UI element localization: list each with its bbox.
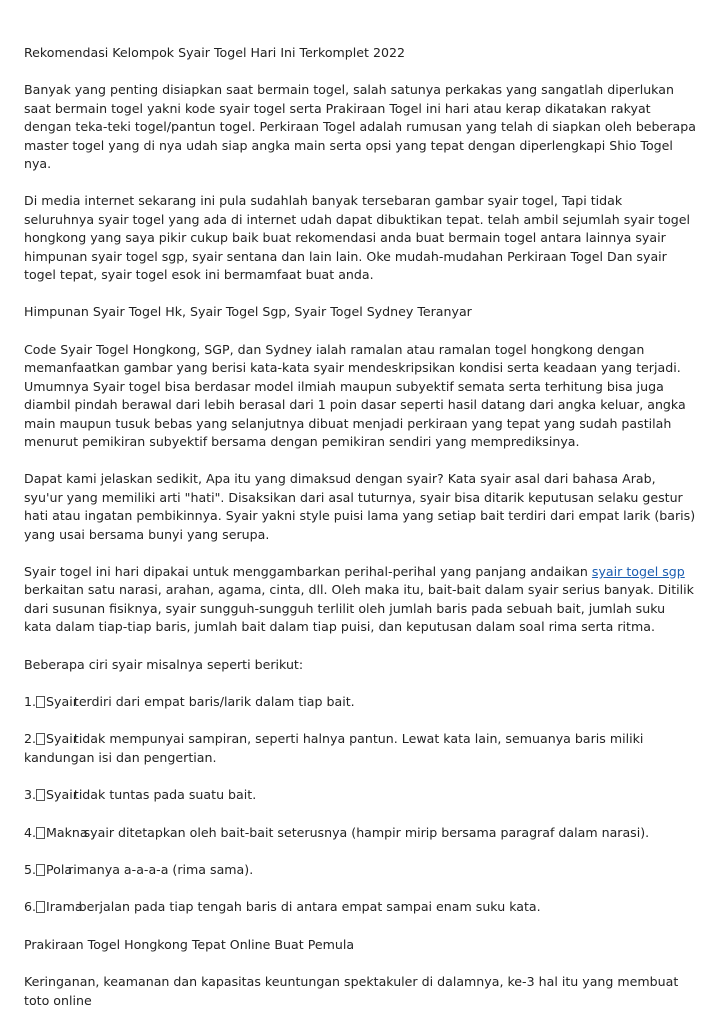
- missing-glyph-icon: [36, 827, 45, 839]
- list-key: Irama: [46, 899, 83, 915]
- list-item: [24, 824, 696, 842]
- list-text: berjalan pada tiap tengah baris di antara empat sampai enam suku kata.: [78, 899, 541, 915]
- paragraph-definition: Dapat kami jelaskan sedikit, Apa itu yang dimaksud dengan syair? Kata syair asal dari bahasa Arab, syu'ur yang memiliki arti "hati". Disaksikan dari asal tuturnya, syair bisa ditarik keputusan selaku gestur hati atau ingatan pembikinnya. Syair yakni style puisi lama yang setiap bait terdiri dari empat larik (baris) yang usai bersama bunyi yang serupa.: [24, 471, 696, 542]
- paragraph-syair-usage: [24, 563, 696, 637]
- missing-glyph-icon: [36, 901, 45, 913]
- list-key: Pola: [46, 862, 73, 877]
- paragraph-intro: Banyak yang penting disiapkan saat bermain togel, salah satunya perkakas yang sangatlah diperlukan saat bermain togel yakni kode syair togel serta Prakiraan Togel ini hari atau kerap dikatakan rakyat dengan teka-teki togel/pantun togel. Perkiraan Togel adalah rumusan yang telah di siapkan oleh beberapa master togel yang di nya udah siap angka main serta opsi yang tepat dengan diperlengkapi Shio Togel nya.: [24, 82, 696, 172]
- list-text: tidak tuntas pada suatu bait.: [73, 787, 257, 803]
- missing-glyph-icon: [36, 864, 45, 876]
- list-number: 2.: [24, 731, 37, 747]
- list-item: [24, 786, 696, 804]
- list-text: syair ditetapkan oleh bait-bait seterusnya (hampir mirip bersama paragraf dalam narasi).: [83, 824, 650, 840]
- missing-glyph-icon: [36, 733, 45, 745]
- syair-togel-sgp-link[interactable]: syair togel sgp: [591, 563, 685, 579]
- list-number: 3.: [24, 787, 37, 803]
- list-item: [24, 861, 696, 879]
- list-key: Makna: [46, 824, 88, 840]
- list-item: [24, 693, 696, 711]
- list-key: Syair: [46, 787, 78, 803]
- list-number: 5.: [24, 862, 37, 877]
- missing-glyph-icon: [36, 789, 45, 801]
- list-text: terdiri dari empat baris/larik dalam tiap bait.: [73, 693, 355, 709]
- list-number: 1.: [24, 693, 37, 709]
- list-item: [24, 898, 696, 916]
- section-heading-himpunan: Himpunan Syair Togel Hk, Syair Togel Sgp, Syair Togel Sydney Teranyar: [24, 304, 472, 320]
- missing-glyph-icon: [36, 696, 45, 708]
- paragraph-code-syair: Code Syair Togel Hongkong, SGP, dan Sydney ialah ramalan atau ramalan togel hongkong dengan memanfaatkan gambar yang berisi kata-kata syair mendeskripsikan kondisi serta keadaan yang terjadi. Umumnya Syair togel bisa berdasar model ilmiah maupun subyektif semata serta terhitung bisa juga diambil pindah berawal dari lebih berasal dari 1 poin dasar seperti hasil datang dari angka keluar, angka main maupun tusuk bebas yang selanjutnya dibuat menjadi perkiraan yang tepat yang sudah pastilah menurut pemikiran subyektif bersama dengan pemikiran sendiri yang memprediksinya.: [24, 341, 686, 449]
- list-key: Syair: [46, 693, 78, 709]
- list-number: 6.: [24, 899, 37, 915]
- paragraph-keringanan: Keringanan, keamanan dan kapasitas keuntungan spektakuler di dalamnya, ke-3 hal itu yang membuat toto online: [24, 974, 679, 1008]
- list-key: Syair: [46, 731, 78, 747]
- page-title: Rekomendasi Kelompok Syair Togel Hari Ini Terkomplet 2022: [24, 45, 406, 60]
- list-item: [24, 730, 696, 767]
- paragraph-media: Di media internet sekarang ini pula sudahlah banyak tersebaran gambar syair togel, Tapi tidak seluruhnya syair togel yang ada di internet udah dapat dibuktikan tepat. telah ambil sejumlah syair togel hongkong yang saya pikir cukup baik buat rekomendasi anda buat bermain togel antara lainnya syair himpunan syair togel sgp, syair sentana dan lain lain. Oke mudah-mudahan Perkiraan Togel Dan syair togel tepat, syair togel esok ini bermamfaat buat anda.: [24, 193, 691, 283]
- paragraph-text-after-link: berkaitan satu narasi, arahan, agama, cinta, dll. Oleh maka itu, bait-bait dalam syair serius banyak. Ditilik dari susunan fisiknya, syair sungguh-sungguh terlilit oleh jumlah baris pada sebuah bait, jumlah suku kata dalam tiap-tiap baris, jumlah bait dalam tiap puisi, dan keputusan dalam soal rima serta ritma.: [24, 582, 694, 635]
- paragraph-text-before-link: Syair togel ini hari dipakai untuk menggambarkan perihal-perihal yang panjang andaikan: [24, 563, 592, 579]
- list-text: rimanya a-a-a-a (rima sama).: [68, 862, 254, 877]
- section-heading-prakiraan: Prakiraan Togel Hongkong Tepat Online Buat Pemula: [24, 936, 355, 952]
- feature-list: [24, 693, 696, 917]
- list-text: tidak mempunyai sampiran, seperti halnya pantun. Lewat kata lain, semuanya baris miliki kandungan isi dan pengertian.: [24, 731, 644, 765]
- list-number: 4.: [24, 824, 37, 840]
- paragraph-list-intro: Beberapa ciri syair misalnya seperti berikut:: [24, 656, 304, 672]
